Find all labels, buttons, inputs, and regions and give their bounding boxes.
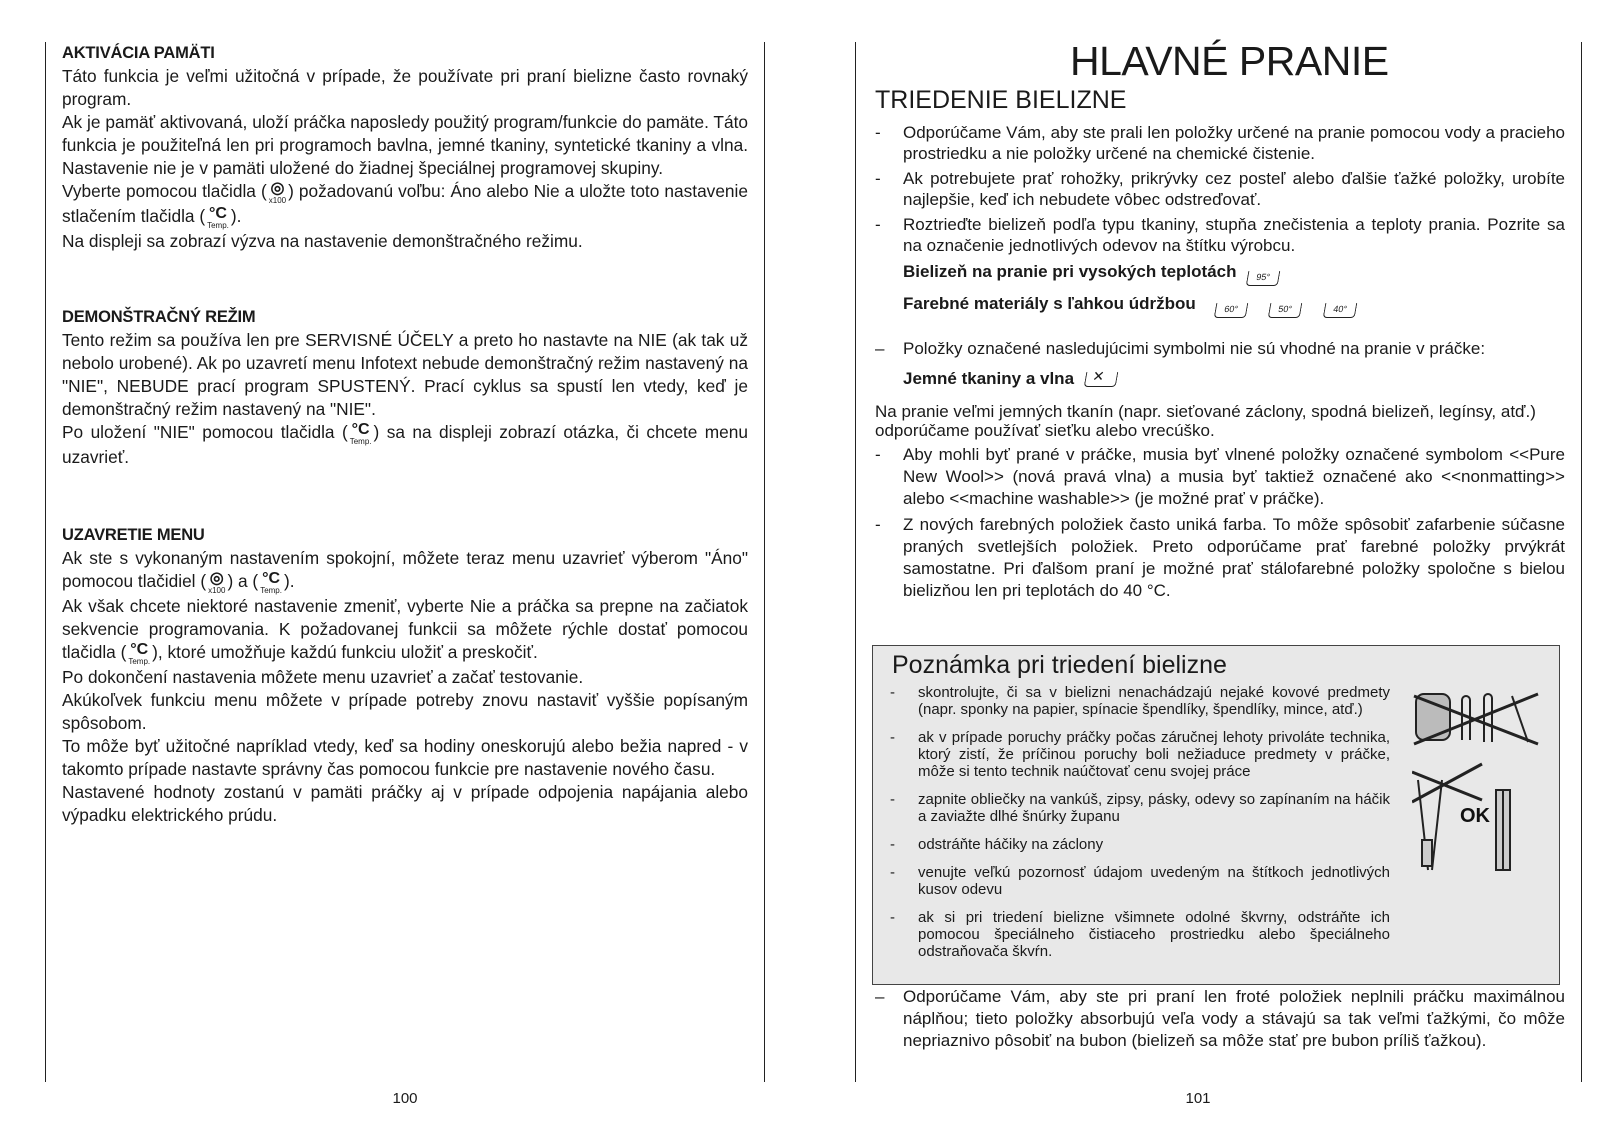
- wash-tub-icon: 60°: [1213, 303, 1248, 318]
- sorting-bullets: [875, 122, 1565, 260]
- paragraph: Po uložení "NIE" pomocou tlačidla ( °C Temp. ) sa na displeji zobrazí otázka, či chcete menu uzavrieť.: [62, 421, 748, 467]
- list-item: - Odporúčame Vám, aby ste prali len položky určené na pranie pomocou vody a pracieho prostriedku a nie položky určené na chemické čistenie.: [875, 123, 1565, 163]
- page-number-right: 101: [1185, 1090, 1211, 1107]
- not-suitable-line: – Položky označené nasledujúcimi symbolmi nie sú vhodné na pranie v práčke:: [875, 339, 1486, 358]
- section-title: DEMONŠTRAČNÝ REŽIM: [62, 308, 256, 326]
- colored-line: Farebné materiály s ľahkou údržbou 60° 50° 40°: [903, 294, 1356, 318]
- note-title: Poznámka pri triedení bielizne: [892, 651, 1227, 679]
- paragraph: Tento režim sa používa len pre SERVISNÉ ÚČELY a preto ho nastavte na NIE (ak tak už nebolo urobené). Ak po uzavretí menu Infotext nebude demonštračný režim nastavený na "NIE", NEBUDE prací program SPUSTENÝ. Prací cyklus sa spustí len vtedy, keď je demonštračný režim nastavený na "NIE".: [62, 330, 748, 419]
- section-demo-mode: [62, 306, 748, 469]
- list-item: - Roztrieďte bielizeň podľa typu tkaniny, stupňa znečistenia a teploty prania. Pozrite sa na označenie jednotlivých odevov na štítku výrobcu.: [875, 215, 1565, 255]
- paragraph: Po dokončení nastavenia môžete menu uzavrieť a začať testovanie.: [62, 667, 584, 687]
- paragraph: Akúkoľvek funkciu menu môžete v prípade potreby znovu nastaviť vyššie popísaným spôsobom.: [62, 690, 748, 733]
- list-item: - Z nových farebných položiek často uniká farba. To môže spôsobiť zafarbenie súčasne praných svetlejších položiek. Preto odporúčame prať farebné položky prvýkrát samostatne. Pri ďalšom praní je možné prať stálofarebné položky spoločne s bielou bielizňou len pri teplotách do 40 °C.: [875, 515, 1565, 600]
- delicate-line: Jemné tkaniny a vlna ✕: [903, 369, 1117, 389]
- section-title: UZAVRETIE MENU: [62, 526, 205, 544]
- left-page-right-line: [764, 42, 765, 1082]
- mesh-note: Na pranie veľmi jemných tkanín (napr. sieťované záclony, spodná bielizeň, legínsy, atď.) odporúčame používať sieťku alebo vrecúško.: [875, 402, 1536, 440]
- right-page-right-line: [1581, 42, 1582, 1082]
- paragraph: Nastavené hodnoty zostanú v pamäti práčky aj v prípade odpojenia napájania alebo výpadku elektrického prúdu.: [62, 782, 748, 825]
- paragraph: Ak však chcete niektoré nastavenie zmeniť, vyberte Nie a práčka sa prepne na začiatok sekvencie programovania. K požadovanej funkcii sa môžete rýchle dostať pomocou tlačidla ( °C Temp. ), ktoré umožňuje každú funkciu uložiť a preskočiť.: [62, 596, 748, 666]
- final-note: – Odporúčame Vám, aby ste pri praní len froté položiek neplnili práčku maximálnou náplňou; tieto položky absorbujú veľa vody a stávajú sa tak veľmi ťažkými, čo môže nepriaznivo pôsobiť na bubon (bielizeň sa môže stať pre bubon príliš ťažkou).: [875, 987, 1565, 1050]
- page-title: HLAVNÉ PRANIE: [1070, 38, 1389, 84]
- note-list: [890, 684, 1390, 971]
- page-number-left: 100: [392, 1090, 418, 1107]
- paragraph: Ak ste s vykonaným nastavením spokojní, môžete teraz menu uzavrieť výberom "Áno" pomocou tlačidiel ( ◎ x100 ) a ( °C Temp. ).: [62, 548, 748, 595]
- no-wash-icon: [1083, 372, 1118, 387]
- list-item: - ak v prípade poruchy práčky počas záručnej lehoty privoláte technika, ktorý zistí, že príčinou poruchy boli nežiaduce predmety v práčke, môže si tento technik naúčtovať cenu svojej práce: [890, 729, 1390, 780]
- section-title: AKTIVÁCIA PAMÄTI: [62, 44, 215, 62]
- metal-objects-icon: [1414, 694, 1538, 744]
- section-memory-activation: [62, 42, 748, 253]
- right-page-left-line: [855, 42, 856, 1082]
- temp-button-icon: °C Temp.: [260, 570, 282, 595]
- paragraph: To môže byť užitočné napríklad vtedy, keď sa hodiny oneskorujú alebo bežia napred - v takomto prípade nastavte správny čas pomocou funkcie pre nastavenie nového času.: [62, 736, 748, 779]
- list-item: - odstráňte háčiky na záclony: [890, 836, 1104, 853]
- x100-button-icon: ◎ x100: [268, 180, 287, 205]
- high-temp-line: Bielizeň na pranie pri vysokých teplotách 95°: [903, 262, 1279, 286]
- wash-tub-icon: 50°: [1268, 303, 1303, 318]
- paragraph: Ak je pamäť aktivovaná, uloží práčka naposledy použitý program/funkcie do pamäte. Táto funkcia je použiteľná len pri programoch bavlna, jemné tkaniny, syntetické tkaniny a vlna. Nastavenie nie je v pamäti uložené do žiadnej špeciálnej programovej skupiny.: [62, 112, 748, 178]
- x100-button-icon: ◎ x100: [208, 570, 226, 595]
- list-item: - ak si pri triedení bielizne všimnete odolné škvrny, odstráňte ich pomocou špeciálneho čistiaceho prostriedku alebo špeciálneho odstraňovača škvŕn.: [890, 909, 1390, 960]
- left-margin-line: [45, 42, 46, 1082]
- list-item: - Ak potrebujete prať rohožky, prikrývky cez posteľ alebo ďalšie ťažké položky, urobíte najlepšie, keď ich nebudete vôbec odstreďovať.: [875, 169, 1565, 209]
- temp-button-icon: °C Temp.: [349, 421, 372, 446]
- ok-label: OK: [1460, 805, 1490, 827]
- paragraph: Na displeji sa zobrazí výzva na nastavenie demonštračného režimu.: [62, 231, 583, 251]
- wash-tub-icon: 95°: [1246, 271, 1281, 286]
- list-item: - skontrolujte, či sa v bielizni nenachádzajú nejaké kovové predmety (napr. sponky na papier, spínacie špendlíky, špendlíky, mince, atď.): [890, 684, 1390, 718]
- list-item: - zapnite obliečky na vankúš, zipsy, pásky, odevy so zapínaním na háčik a zaviažte dlhé šnúrky županu: [890, 791, 1390, 825]
- paragraph: Táto funkcia je veľmi užitočná v prípade, že používate pri praní bielizne často rovnaký program.: [62, 66, 748, 109]
- section-close-menu: [62, 524, 748, 827]
- wool-color-bullets: [875, 444, 1565, 606]
- temp-button-icon: °C Temp.: [128, 641, 151, 666]
- section-subtitle: TRIEDENIE BIELIZNE: [875, 86, 1127, 114]
- temp-button-icon: °C Temp.: [207, 205, 229, 230]
- paragraph: Vyberte pomocou tlačidla ( ◎ x100 ) požadovanú voľbu: Áno alebo Nie a uložte toto nastavenie stlačením tlačidla ( °C Temp. ).: [62, 180, 748, 230]
- wash-tub-icon: 40°: [1323, 303, 1358, 318]
- list-item: - venujte veľkú pozornosť údajom uvedeným na štítkoch jednotlivých kusov odevu: [890, 864, 1390, 898]
- list-item: - Aby mohli byť prané v práčke, musia byť vlnené položky označené symbolom <<Pure New Wool>> (nová pravá vlna) a musia byť taktiež označené ako <<nonmatting>> alebo <<machine washable>> (je možné prať v práčke).: [875, 445, 1565, 508]
- sorting-illustration: [1412, 690, 1542, 890]
